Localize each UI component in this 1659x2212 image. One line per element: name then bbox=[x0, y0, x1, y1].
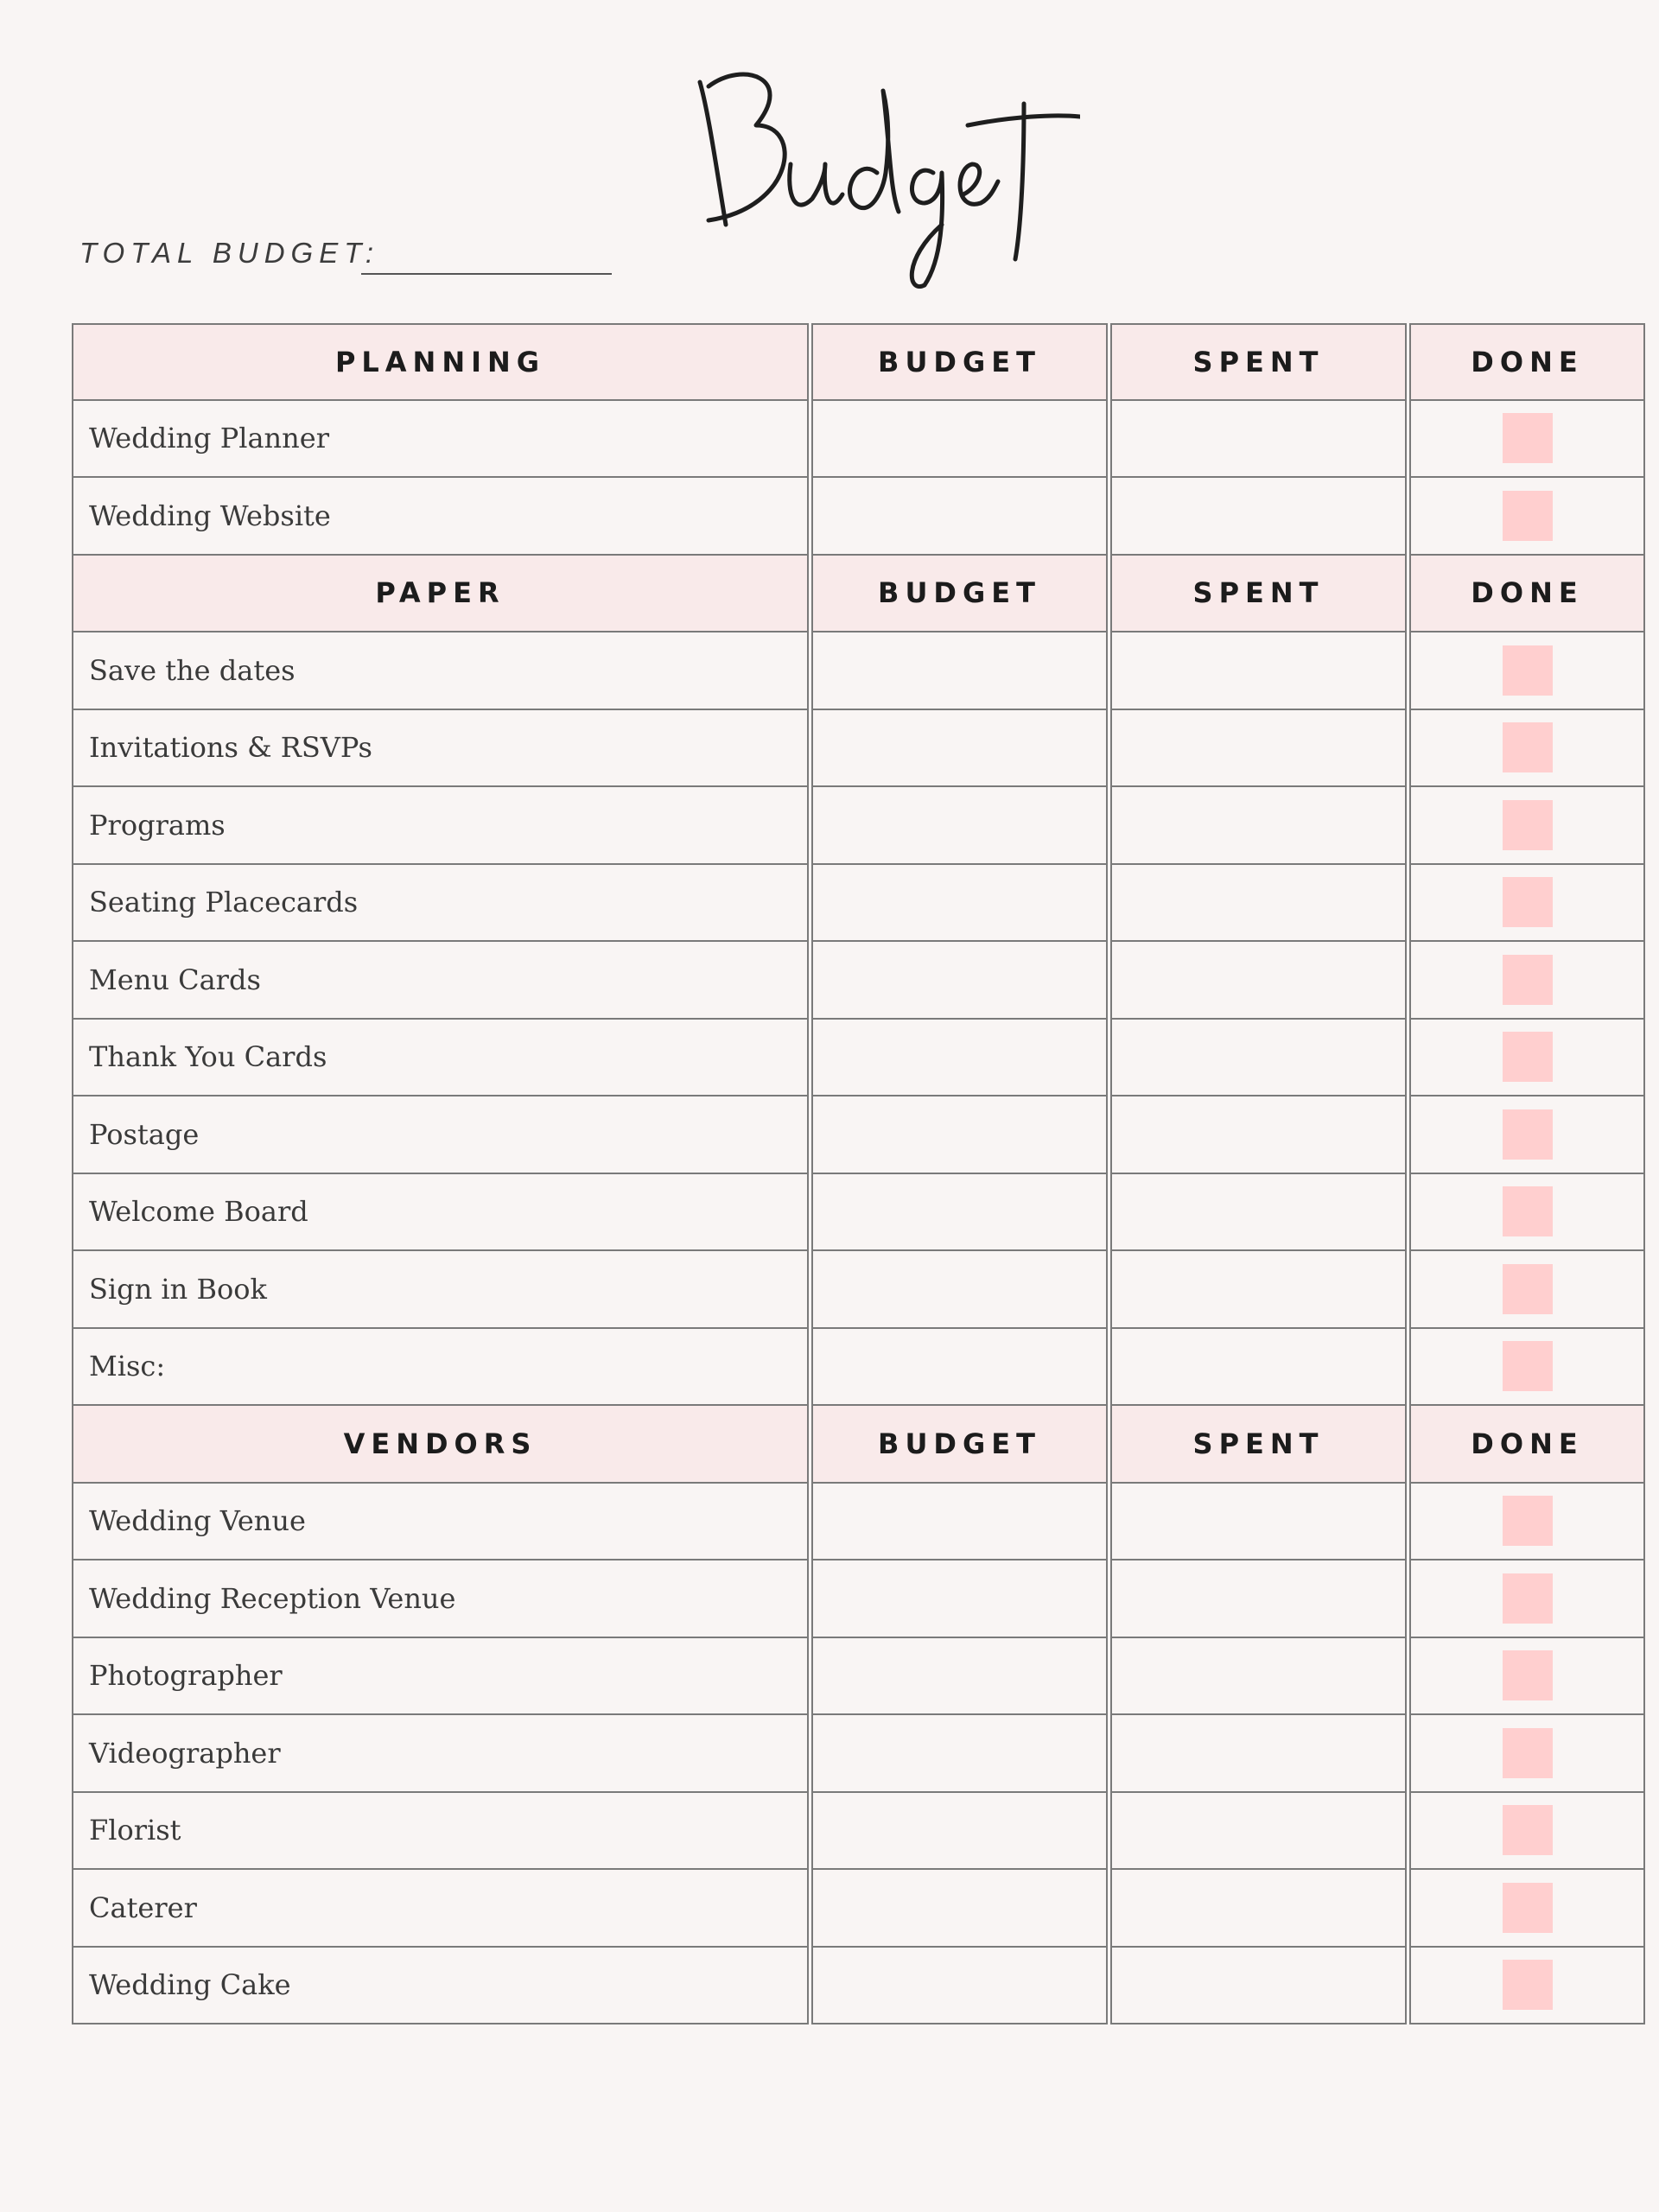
section-header: VENDORS bbox=[72, 1404, 809, 1484]
spent-cell[interactable] bbox=[1110, 863, 1407, 943]
spent-cell[interactable] bbox=[1110, 1018, 1407, 1097]
done-checkbox[interactable] bbox=[1503, 955, 1553, 1005]
done-checkbox[interactable] bbox=[1503, 1805, 1553, 1855]
item-label: Seating Placecards bbox=[72, 863, 809, 943]
budget-cell[interactable] bbox=[811, 709, 1108, 788]
done-checkbox[interactable] bbox=[1503, 1186, 1553, 1236]
spent-cell[interactable] bbox=[1110, 476, 1407, 556]
spent-cell[interactable] bbox=[1110, 1713, 1407, 1793]
budget-cell[interactable] bbox=[811, 1482, 1108, 1561]
done-cell bbox=[1409, 631, 1645, 710]
item-label: Thank You Cards bbox=[72, 1018, 809, 1097]
spent-cell[interactable] bbox=[1110, 1559, 1407, 1638]
spent-column-header: SPENT bbox=[1110, 323, 1407, 401]
done-cell bbox=[1409, 1946, 1645, 2025]
spent-cell[interactable] bbox=[1110, 1249, 1407, 1329]
done-checkbox[interactable] bbox=[1503, 1960, 1553, 2010]
spent-cell[interactable] bbox=[1110, 1173, 1407, 1252]
done-checkbox[interactable] bbox=[1503, 1341, 1553, 1391]
done-checkbox[interactable] bbox=[1503, 1573, 1553, 1624]
spent-cell[interactable] bbox=[1110, 940, 1407, 1020]
spent-cell[interactable] bbox=[1110, 1482, 1407, 1561]
budget-cell[interactable] bbox=[811, 476, 1108, 556]
budget-cell[interactable] bbox=[811, 1095, 1108, 1174]
budget-column-header: BUDGET bbox=[811, 323, 1108, 401]
item-label: Welcome Board bbox=[72, 1173, 809, 1252]
budget-cell[interactable] bbox=[811, 1637, 1108, 1716]
budget-cell[interactable] bbox=[811, 1018, 1108, 1097]
budget-cell[interactable] bbox=[811, 1559, 1108, 1638]
item-label: Menu Cards bbox=[72, 940, 809, 1020]
done-checkbox[interactable] bbox=[1503, 1650, 1553, 1700]
done-cell bbox=[1409, 1713, 1645, 1793]
item-label: Sign in Book bbox=[72, 1249, 809, 1329]
spent-cell[interactable] bbox=[1110, 785, 1407, 865]
done-cell bbox=[1409, 476, 1645, 556]
total-budget-field[interactable] bbox=[361, 273, 612, 275]
spent-cell[interactable] bbox=[1110, 399, 1407, 479]
done-cell bbox=[1409, 785, 1645, 865]
item-label: Invitations & RSVPs bbox=[72, 709, 809, 788]
budget-cell[interactable] bbox=[811, 940, 1108, 1020]
item-label: Wedding Planner bbox=[72, 399, 809, 479]
done-cell bbox=[1409, 1868, 1645, 1948]
budget-cell[interactable] bbox=[811, 1713, 1108, 1793]
done-cell bbox=[1409, 1791, 1645, 1871]
item-label: Videographer bbox=[72, 1713, 809, 1793]
budget-cell[interactable] bbox=[811, 1173, 1108, 1252]
budget-cell[interactable] bbox=[811, 399, 1108, 479]
done-cell bbox=[1409, 1173, 1645, 1252]
budget-cell[interactable] bbox=[811, 785, 1108, 865]
done-checkbox[interactable] bbox=[1503, 800, 1553, 850]
done-checkbox[interactable] bbox=[1503, 1264, 1553, 1314]
spent-cell[interactable] bbox=[1110, 1791, 1407, 1871]
done-checkbox[interactable] bbox=[1503, 413, 1553, 463]
budget-cell[interactable] bbox=[811, 1791, 1108, 1871]
done-cell bbox=[1409, 1327, 1645, 1407]
spent-cell[interactable] bbox=[1110, 1637, 1407, 1716]
done-cell bbox=[1409, 1249, 1645, 1329]
done-column-header: DONE bbox=[1409, 554, 1645, 633]
spent-column-header: SPENT bbox=[1110, 1404, 1407, 1484]
done-cell bbox=[1409, 709, 1645, 788]
total-budget-label: TOTAL BUDGET: bbox=[79, 237, 380, 269]
item-label: Programs bbox=[72, 785, 809, 865]
done-checkbox[interactable] bbox=[1503, 491, 1553, 541]
spent-cell[interactable] bbox=[1110, 1868, 1407, 1948]
done-checkbox[interactable] bbox=[1503, 877, 1553, 927]
budget-cell[interactable] bbox=[811, 1249, 1108, 1329]
page-title bbox=[683, 43, 1080, 302]
spent-cell[interactable] bbox=[1110, 1095, 1407, 1174]
item-label: Caterer bbox=[72, 1868, 809, 1948]
done-checkbox[interactable] bbox=[1503, 1728, 1553, 1778]
spent-column-header: SPENT bbox=[1110, 554, 1407, 633]
done-column-header: DONE bbox=[1409, 1404, 1645, 1484]
item-label: Florist bbox=[72, 1791, 809, 1871]
done-cell bbox=[1409, 1637, 1645, 1716]
done-cell bbox=[1409, 1559, 1645, 1638]
item-label: Wedding Reception Venue bbox=[72, 1559, 809, 1638]
spent-cell[interactable] bbox=[1110, 631, 1407, 710]
item-label: Wedding Cake bbox=[72, 1946, 809, 2025]
item-label: Misc: bbox=[72, 1327, 809, 1407]
done-checkbox[interactable] bbox=[1503, 1496, 1553, 1546]
budget-cell[interactable] bbox=[811, 1946, 1108, 2025]
item-label: Wedding Venue bbox=[72, 1482, 809, 1561]
item-label: Save the dates bbox=[72, 631, 809, 710]
done-checkbox[interactable] bbox=[1503, 1109, 1553, 1160]
item-label: Wedding Website bbox=[72, 476, 809, 556]
done-cell bbox=[1409, 399, 1645, 479]
spent-cell[interactable] bbox=[1110, 1946, 1407, 2025]
section-header: PLANNING bbox=[72, 323, 809, 401]
done-cell bbox=[1409, 940, 1645, 1020]
done-cell bbox=[1409, 1018, 1645, 1097]
done-cell bbox=[1409, 1482, 1645, 1561]
section-header: PAPER bbox=[72, 554, 809, 633]
budget-table bbox=[72, 323, 1639, 2024]
budget-cell[interactable] bbox=[811, 1868, 1108, 1948]
done-column-header: DONE bbox=[1409, 323, 1645, 401]
budget-script-title bbox=[683, 43, 1080, 302]
budget-column-header: BUDGET bbox=[811, 554, 1108, 633]
done-checkbox[interactable] bbox=[1503, 722, 1553, 772]
done-cell bbox=[1409, 1095, 1645, 1174]
done-cell bbox=[1409, 863, 1645, 943]
item-label: Postage bbox=[72, 1095, 809, 1174]
budget-cell[interactable] bbox=[811, 1327, 1108, 1407]
budget-cell[interactable] bbox=[811, 631, 1108, 710]
spent-cell[interactable] bbox=[1110, 1327, 1407, 1407]
done-checkbox[interactable] bbox=[1503, 1883, 1553, 1933]
item-label: Photographer bbox=[72, 1637, 809, 1716]
done-checkbox[interactable] bbox=[1503, 645, 1553, 696]
spent-cell[interactable] bbox=[1110, 709, 1407, 788]
budget-cell[interactable] bbox=[811, 863, 1108, 943]
done-checkbox[interactable] bbox=[1503, 1032, 1553, 1082]
budget-column-header: BUDGET bbox=[811, 1404, 1108, 1484]
